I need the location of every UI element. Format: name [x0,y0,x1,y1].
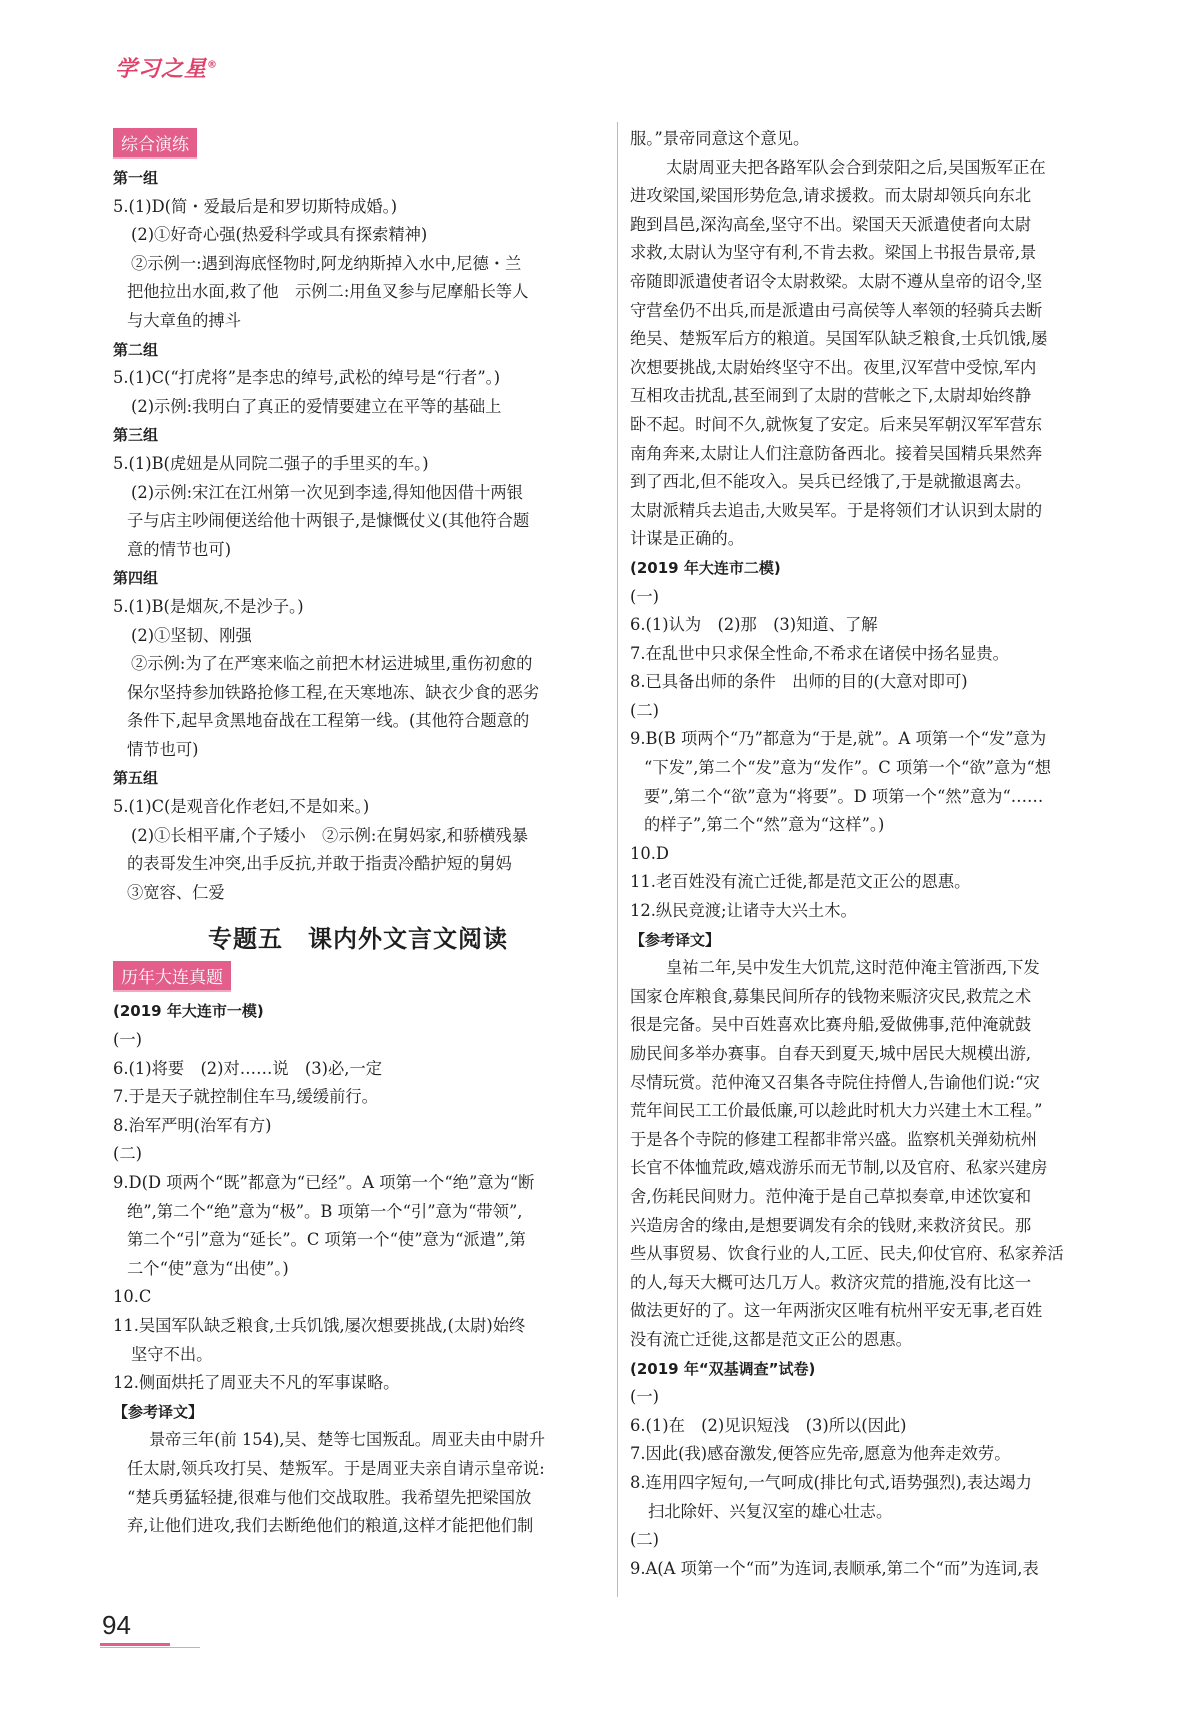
text-line: 互相攻击扰乱,甚至闹到了太尉的营帐之下,太尉却始终静 [630,386,1032,406]
text-line: 长官不体恤荒政,嬉戏游乐而无节制,以及官府、私家兴建房 [630,1158,1048,1178]
text-line: 太尉周亚夫把各路军队会合到荥阳之后,吴国叛军正在 [666,157,1046,177]
text-line: 二个“使”意为“出使”。) [127,1258,289,1278]
text-line: (2)示例:我明白了真正的爱情要建立在平等的基础上 [131,396,502,416]
text-line: “下发”,第二个“发”意为“发作”。C 项第一个“欲”意为“想 [644,758,1052,778]
text-line: 坚守不出。 [131,1344,213,1364]
answer-groups [113,164,603,907]
text-line: (一) [630,586,659,606]
text-line: 6.(1)认为 (2)那 (3)知道、了解 [630,615,878,635]
text-line: 的样子”,第二个“然”意为“这样”。) [644,815,885,835]
section-tag-comprehensive: 综合演练 [113,128,197,159]
subheading: 第四组 [113,569,159,588]
right-answers-block [630,125,1125,1583]
text-line: 太尉派精兵去追击,大败吴军。于是将领们才认识到太尉的 [630,500,1043,520]
text-line: 服。”景帝同意这个意见。 [630,129,810,148]
text-line: 10.C [113,1287,152,1307]
text-line: ②示例:为了在严寒来临之前把木材运进城里,重伤初愈的 [131,654,533,674]
text-line: 11.吴国军队缺乏粮食,士兵饥饿,屡次想要挑战,(太尉)始终 [113,1315,526,1335]
text-line: 绝吴、楚叛军后方的粮道。吴国军队缺乏粮食,士兵饥饿,屡 [630,329,1048,349]
text-line: 到了西北,但不能攻入。吴兵已经饿了,于是就撤退离去。 [630,472,1032,492]
text-line: 国家仓库粮食,募集民间所存的钱物来赈济灾民,救荒之术 [630,986,1032,1006]
text-line: (二) [630,700,659,720]
text-line: 5.(1)B(是烟灰,不是沙子。) [113,596,304,616]
subheading: 第一组 [113,169,159,187]
text-line: 于是各个寺院的修建工程都非常兴盛。监察机关弹劾杭州 [630,1129,1038,1149]
text-line: 皇祐二年,吴中发生大饥荒,这时范仲淹主管浙西,下发 [666,958,1040,978]
page-number: 94 [102,1610,131,1640]
text-line: 计谋是正确的。 [630,529,744,549]
text-line: 5.(1)C(是观音化作老妇,不是如来。) [113,797,370,817]
subheading: (2019 年大连市一模) [113,1002,264,1021]
page-number-underline-thin [100,1647,200,1648]
subheading: 第三组 [113,426,159,445]
text-line: (二) [113,1144,142,1164]
text-line: 保尔坚持参加铁路抢修工程,在天寒地冻、缺衣少食的恶劣 [127,682,540,702]
text-line: 弃,让他们进攻,我们去断绝他们的粮道,这样才能把他们制 [127,1516,534,1536]
text-line: 5.(1)B(虎妞是从同院二强子的手里买的车。) [113,453,429,473]
text-line: (2)①好奇心强(热爱科学或具有探索精神) [131,225,428,245]
text-line: 7.在乱世中只求保全性命,不希求在诸侯中扬名显贵。 [630,643,1009,663]
text-line: 没有流亡迁徙,这都是范文正公的恩惠。 [630,1329,912,1349]
text-line: (2)①坚韧、刚强 [131,625,252,645]
column-divider [617,122,618,1597]
text-line: 7.因此(我)感奋激发,便答应先帝,愿意为他奔走效劳。 [630,1444,1011,1464]
text-line: 8.连用四字短句,一气呵成(排比句式,语势强烈),表达竭力 [630,1472,1032,1492]
page-footer [100,1610,200,1648]
text-line: 卧不起。时间不久,就恢复了安定。后来吴军朝汉军军营东 [630,414,1043,434]
text-line: 景帝三年(前 154),吴、楚等七国叛乱。周亚夫由中尉升 [149,1430,546,1450]
text-line: ②示例一:遇到海底怪物时,阿龙纳斯掉入水中,尼德・兰 [131,253,522,273]
text-line: (一) [630,1387,659,1407]
text-line: 7.于是天子就控制住车马,缓缓前行。 [113,1087,378,1107]
subheading: (2019 年“双基调查”试卷) [630,1359,816,1378]
text-line: 南角奔来,太尉让人们注意防备西北。接着吴国精兵果然奔 [630,443,1043,463]
text-line: 第二个“引”意为“延长”。C 项第一个“使”意为“派遣”,第 [127,1230,526,1250]
text-line: 兴造房舍的缘由,是想要调发有余的钱财,来救济贫民。那 [630,1215,1032,1235]
left-column [113,125,603,1541]
text-line: 6.(1)将要 (2)对……说 (3)必,一定 [113,1058,382,1078]
text-line: 12.纵民竞渡;让诸寺大兴土木。 [630,901,857,921]
text-line: 8.已具备出师的条件 出师的目的(大意对即可) [630,672,968,692]
section-tag-past-exams: 历年大连真题 [113,961,231,992]
text-line: 很是完备。吴中百姓喜欢比赛舟船,爱做佛事,范仲淹就鼓 [630,1015,1032,1035]
text-line: 进攻梁国,梁国形势危急,请求援救。而太尉却领兵向东北 [630,186,1032,206]
text-line: 6.(1)在 (2)见识短浅 (3)所以(因此) [630,1415,907,1435]
text-line: (2)示例:宋江在江州第一次见到李逵,得知他因借十两银 [131,482,523,502]
text-line: (一) [113,1030,142,1050]
text-line: 的表哥发生冲突,出手反抗,并敢于指责冷酷护短的舅妈 [127,854,512,874]
text-line: 绝”,第二个“绝”意为“极”。B 项第一个“引”意为“带领”, [127,1201,523,1221]
subheading: 第五组 [113,769,159,788]
registered-mark: ® [207,59,219,71]
text-line: 做法更好的了。这一年两浙灾区唯有杭州平安无事,老百姓 [630,1301,1043,1321]
text-line: 励民间多举办赛事。自春天到夏天,城中居民大规模出游, [630,1044,1032,1063]
subheading: 第二组 [113,340,159,359]
page-number-underline [100,1643,170,1646]
text-line: 荒年间民工工价最低廉,可以趁此时机大力兴建土木工程。” [630,1101,1043,1121]
text-line: 条件下,起早贪黑地奋战在工程第一线。(其他符合题意的 [127,711,530,731]
text-line: 跑到昌邑,深沟高垒,坚守不出。梁国天天派遣使者向太尉 [630,214,1032,234]
text-line: 意的情节也可) [127,539,232,559]
text-line: (二) [630,1530,659,1550]
text-line: 5.(1)C(“打虎将”是李忠的绰号,武松的绰号是“行者”。) [113,368,501,388]
text-line: 尽情玩赏。范仲淹又召集各寺院住持僧人,告谕他们说:“灾 [630,1072,1040,1092]
text-line: “楚兵勇猛轻捷,很难与他们交战取胜。我希望先把梁国放 [127,1487,532,1507]
text-line: 9.B(B 项两个“乃”都意为“于是,就”。A 项第一个“发”意为 [630,729,1047,749]
text-line: 10.D [630,843,669,863]
text-line: 8.治军严明(治军有方) [113,1115,272,1135]
brand-logo [115,52,218,83]
text-line: 任太尉,领兵攻打吴、楚叛军。于是周亚夫亲自请示皇帝说: [127,1458,545,1478]
text-line: 子与店主吵闹便送给他十两银子,是慷慨仗义(其他符合题 [127,511,530,531]
text-line: 扫北除奸、兴复汉室的雄心壮志。 [648,1501,893,1521]
topic-title: 专题五 课内外文言文阅读 [208,925,508,954]
brand-text: 学习之星 [115,57,208,82]
exam-answers-block [113,997,603,1540]
text-line: 9.A(A 项第一个“而”为连词,表顺承,第二个“而”为连词,表 [630,1558,1039,1578]
subheading: (2019 年大连市二模) [630,558,781,577]
text-line: 帝随即派遣使者诏令太尉救梁。太尉不遵从皇帝的诏令,坚 [630,271,1043,291]
text-line: 9.D(D 项两个“既”都意为“已经”。A 项第一个“绝”意为“断 [113,1173,535,1192]
text-line: 要”,第二个“欲”意为“将要”。D 项第一个“然”意为“…… [644,786,1044,806]
text-line: 12.侧面烘托了周亚夫不凡的军事谋略。 [113,1373,400,1393]
text-line: 求救,太尉认为坚守有利,不肯去救。梁国上书报告景帝,景 [630,243,1037,263]
text-line: 5.(1)D(简・爱最后是和罗切斯特成婚。) [113,196,398,216]
text-line: 些从事贸易、饮食行业的人,工匠、民夫,仰仗官府、私家养活 [630,1244,1064,1264]
text-line: 11.老百姓没有流亡迁徙,都是范文正公的恩惠。 [630,872,971,892]
text-line: (2)①长相平庸,个子矮小 ②示例:在舅妈家,和骄横残暴 [131,825,529,845]
subheading: 【参考译文】 [630,930,721,949]
subheading: 【参考译文】 [113,1402,204,1421]
text-line: 次想要挑战,太尉始终坚守不出。夜里,汉军营中受惊,军内 [630,357,1037,377]
right-column [630,125,1125,1583]
text-line: 舍,伤耗民间财力。范仲淹于是自己草拟奏章,申述饮宴和 [630,1186,1032,1206]
text-line: 守营垒仍不出兵,而是派遣由弓高侯等人率领的轻骑兵去断 [630,300,1043,320]
text-line: 情节也可) [127,739,199,759]
text-line: 把他拉出水面,救了他 示例二:用鱼叉参与尼摩船长等人 [127,282,529,302]
text-line: 与大章鱼的搏斗 [127,310,241,330]
text-line: ③宽容、仁爱 [127,882,225,902]
text-line: 的人,每天大概可达几万人。救济灾荒的措施,没有比这一 [630,1272,1032,1292]
